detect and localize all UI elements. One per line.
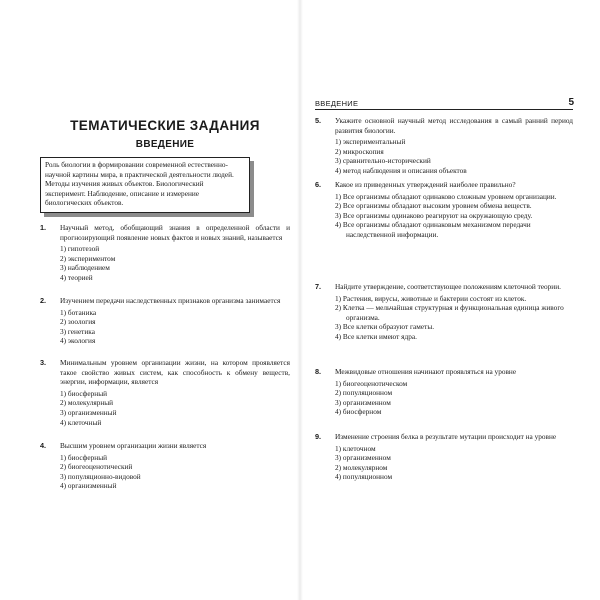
- question-number: 1.: [40, 223, 47, 232]
- options-list: [335, 294, 573, 342]
- question-text: Высшим уровнем организации жизни является: [60, 441, 207, 450]
- option: 4) метод наблюдения и описания объектов: [335, 165, 467, 175]
- section-title: ВВЕДЕНИЕ: [135, 139, 195, 150]
- option: 2) биогеоценотический: [60, 462, 133, 472]
- question-4: [40, 441, 290, 491]
- option: 3) организменный: [60, 407, 117, 417]
- question-text: Научный метод, обобщающий знания в определенной области и прогнозирующий появление новых фактов и новых знаний, называется: [60, 223, 290, 242]
- option: 1) биосферный: [60, 388, 108, 398]
- option: 4) биосферном: [335, 407, 382, 417]
- option: 1) клеточном: [335, 443, 376, 453]
- option: 1) ботаника: [60, 307, 97, 317]
- intro-box: Роль биологии в формировании современной естественно-научной картины мира, в практической деятельности людей. Методы изучения живых объектов. Биологический эксперимент. Наблюдение, описание и измерение биологических объектов.: [40, 157, 250, 213]
- option: 1) Все организмы обладают одинаково сложным уровнем организации.: [335, 191, 557, 201]
- main-title: ТЕМАТИЧЕСКИЕ ЗАДАНИЯ: [70, 118, 260, 133]
- options-list: [60, 308, 290, 346]
- question-number: 8.: [315, 367, 322, 376]
- option: 2) Клетка — мельчайшая структурная и функциональная единица живого организма.: [335, 303, 564, 322]
- question-number: 9.: [315, 432, 322, 441]
- option: 2) популяционном: [335, 388, 393, 398]
- option: 4) клеточный: [60, 417, 102, 427]
- option: 4) теорией: [60, 272, 93, 282]
- question-number: 5.: [315, 116, 322, 125]
- option: 3) наблюдением: [60, 263, 110, 273]
- option: 2) экспериментом: [60, 253, 116, 263]
- option: 3) Все клетки образуют гаметы.: [335, 322, 435, 332]
- question-number: 6.: [315, 180, 322, 189]
- question-6: [315, 180, 573, 240]
- question-number: 4.: [40, 441, 47, 450]
- question-text: Изучением передачи наследственных признаков организма занимается: [60, 296, 281, 305]
- option: 4) Все клетки имеют ядра.: [335, 331, 417, 341]
- options-list: [335, 444, 573, 482]
- question-7: [315, 282, 573, 342]
- question-text: Изменение строения белка в результате мутации происходит на уровне: [335, 432, 557, 441]
- option: 1) Растения, вирусы, животные и бактерии состоят из клеток.: [335, 293, 527, 303]
- question-number: 3.: [40, 358, 47, 367]
- option: 3) организменном: [335, 397, 391, 407]
- right-page: [300, 0, 600, 600]
- question-text: Найдите утверждение, соответствующее положениям клеточной теории.: [335, 282, 561, 291]
- option: 3) организменном: [335, 453, 391, 463]
- question-text: Какое из приведенных утверждений наиболее правильно?: [335, 180, 516, 189]
- header-rule: [315, 109, 573, 110]
- options-list: [60, 453, 290, 491]
- question-3: [40, 358, 290, 427]
- option: 2) микроскопия: [335, 146, 384, 156]
- option: 1) биосферный: [60, 452, 108, 462]
- option: 4) экология: [60, 336, 96, 346]
- option: 1) гипотезой: [60, 244, 100, 254]
- option: 2) молекулярный: [60, 398, 114, 408]
- options-list: [335, 192, 573, 240]
- question-text: Межвидовые отношения начинают проявляться на уровне: [335, 367, 517, 376]
- options-list: [335, 137, 573, 175]
- question-1: [40, 223, 290, 283]
- option: 2) молекулярном: [335, 462, 388, 472]
- page-number: 5: [568, 97, 574, 108]
- option: 4) популяционном: [335, 472, 393, 482]
- question-9: [315, 432, 573, 482]
- option: 1) экспериментальный: [335, 137, 406, 147]
- question-number: 2.: [40, 296, 47, 305]
- option: 1) биогеоценотическом: [335, 378, 408, 388]
- question-8: [315, 367, 573, 417]
- option: 3) сравнительно-исторический: [335, 156, 431, 166]
- option: 2) зоология: [60, 317, 96, 327]
- question-number: 7.: [315, 282, 322, 291]
- option: 3) Все организмы одинаково реагируют на окружающую среду.: [335, 210, 533, 220]
- question-text: Минимальным уровнем организации жизни, на котором проявляется такое свойство живых систем, как способность к обмену веществ, энергии, информации, является: [60, 358, 290, 387]
- option: 4) организменный: [60, 481, 117, 491]
- question-2: [40, 296, 290, 346]
- option: 3) генетика: [60, 326, 95, 336]
- options-list: [60, 389, 290, 427]
- options-list: [60, 244, 290, 282]
- question-text: Укажите основной научный метод исследования в самый ранний период развития биологии.: [335, 116, 573, 135]
- option: 4) Все организмы обладают одинаковым механизмом передачи наследственной информации.: [335, 220, 531, 239]
- options-list: [335, 379, 573, 417]
- option: 2) Все организмы обладают высоким уровнем обмена веществ.: [335, 201, 532, 211]
- question-5: [315, 116, 573, 176]
- option: 3) популяционно-видовой: [60, 471, 141, 481]
- running-head: ВВЕДЕНИЕ: [315, 99, 359, 108]
